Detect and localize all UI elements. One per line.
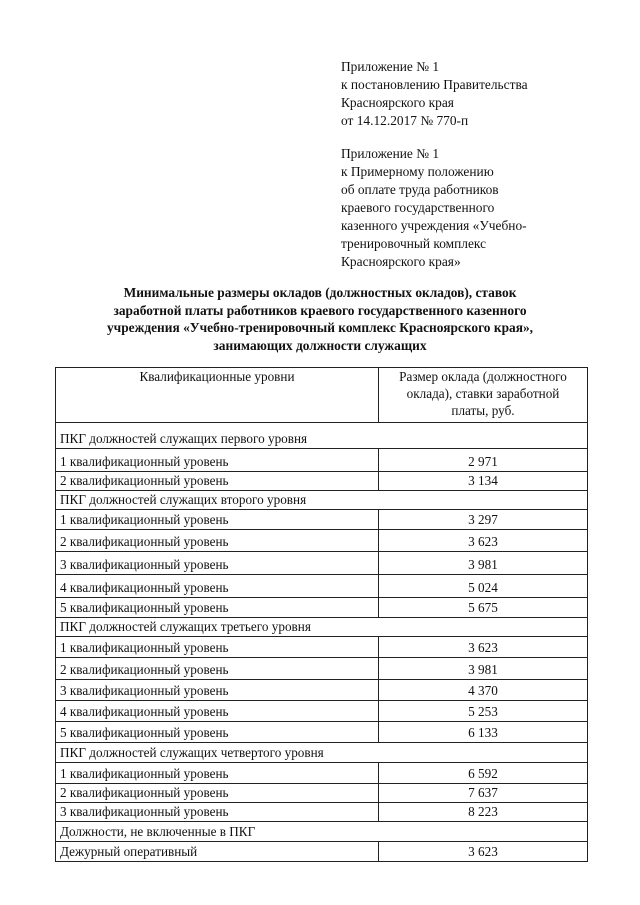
salary-value: 5 024 [379,575,588,598]
header-salary-line: оклада), ставки заработной [406,386,560,401]
appendix-line: Приложение № 1 [341,59,440,74]
appendix-line: к постановлению Правительства [341,77,528,92]
group-title: ПКГ должностей служащих третьего уровня [56,618,588,637]
group-title: ПКГ должностей служащих четвертого уровня [56,743,588,763]
table-body [56,423,588,862]
header-salary-line: Размер оклада (должностного [399,369,567,384]
salary-value: 6 592 [379,763,588,784]
qualification-level: 2 квалификационный уровень [56,472,379,491]
salary-table [55,367,588,862]
qualification-level: 1 квалификационный уровень [56,449,379,472]
header-salary-line: платы, руб. [451,403,515,418]
salary-value: 3 297 [379,510,588,530]
qualification-level: 3 квалификационный уровень [56,803,379,822]
salary-value: 3 134 [379,472,588,491]
title-line: учреждения «Учебно-тренировочный комплекс Красноярского края», [106,320,533,335]
salary-value: 4 370 [379,680,588,701]
header-qualification-levels: Квалификационные уровни [56,368,379,423]
appendix-line: к Примерному положению [341,164,494,179]
appendix-line: Приложение № 1 [341,146,440,161]
appendix-line: Красноярского края» [341,254,461,269]
table-row [56,472,588,491]
group-title: Должности, не включенные в ПКГ [56,822,588,842]
appendix-line: казенного учреждения «Учебно- [341,218,527,233]
group-title: ПКГ должностей служащих второго уровня [56,491,588,510]
table-group-row [56,822,588,842]
table-row [56,763,588,784]
table-row [56,530,588,552]
table-row [56,784,588,803]
table-row [56,680,588,701]
table-row [56,803,588,822]
table-row [56,842,588,862]
table-row [56,598,588,618]
qualification-level: 5 квалификационный уровень [56,598,379,618]
salary-value: 3 623 [379,842,588,862]
qualification-level: 1 квалификационный уровень [56,763,379,784]
qualification-level: 1 квалификационный уровень [56,510,379,530]
title-line: Минимальные размеры окладов (должностных окладов), ставок [123,285,517,300]
salary-value: 8 223 [379,803,588,822]
qualification-level: 1 квалификационный уровень [56,637,379,658]
qualification-level: 4 квалификационный уровень [56,701,379,722]
salary-value: 6 133 [379,722,588,743]
appendix-line: тренировочный комплекс [341,236,487,251]
appendix-line: об оплате труда работников [341,182,499,197]
table-group-row [56,618,588,637]
qualification-level: 4 квалификационный уровень [56,575,379,598]
document-title [40,284,600,354]
salary-value: 2 971 [379,449,588,472]
qualification-level: 2 квалификационный уровень [56,658,379,680]
table-row [56,637,588,658]
qualification-level: 2 квалификационный уровень [56,784,379,803]
qualification-level: 5 квалификационный уровень [56,722,379,743]
table-group-row [56,423,588,449]
salary-value: 3 623 [379,637,588,658]
appendix-line: краевого государственного [341,200,495,215]
salary-value: 3 981 [379,552,588,575]
table-group-row [56,743,588,763]
qualification-level: 3 квалификационный уровень [56,552,379,575]
qualification-level: 2 квалификационный уровень [56,530,379,552]
table-row [56,575,588,598]
table-row [56,722,588,743]
table-row [56,449,588,472]
salary-value: 3 981 [379,658,588,680]
table-row [56,510,588,530]
appendix-to-government-decree [341,58,528,130]
appendix-line: от 14.12.2017 № 770-п [341,113,469,128]
table-row [56,701,588,722]
appendix-to-model-regulation [341,145,527,271]
table-row [56,552,588,575]
qualification-level: 3 квалификационный уровень [56,680,379,701]
qualification-level: Дежурный оперативный [56,842,379,862]
table-row [56,658,588,680]
appendix-line: Красноярского края [341,95,454,110]
table-header-row [56,368,588,423]
group-title: ПКГ должностей служащих первого уровня [56,423,588,449]
title-line: заработной платы работников краевого государственного казенного [113,302,527,318]
salary-value: 5 253 [379,701,588,722]
salary-value: 5 675 [379,598,588,618]
header-salary-size [379,368,588,423]
salary-value: 3 623 [379,530,588,552]
table-group-row [56,491,588,510]
title-line: занимающих должности служащих [213,337,427,353]
salary-value: 7 637 [379,784,588,803]
